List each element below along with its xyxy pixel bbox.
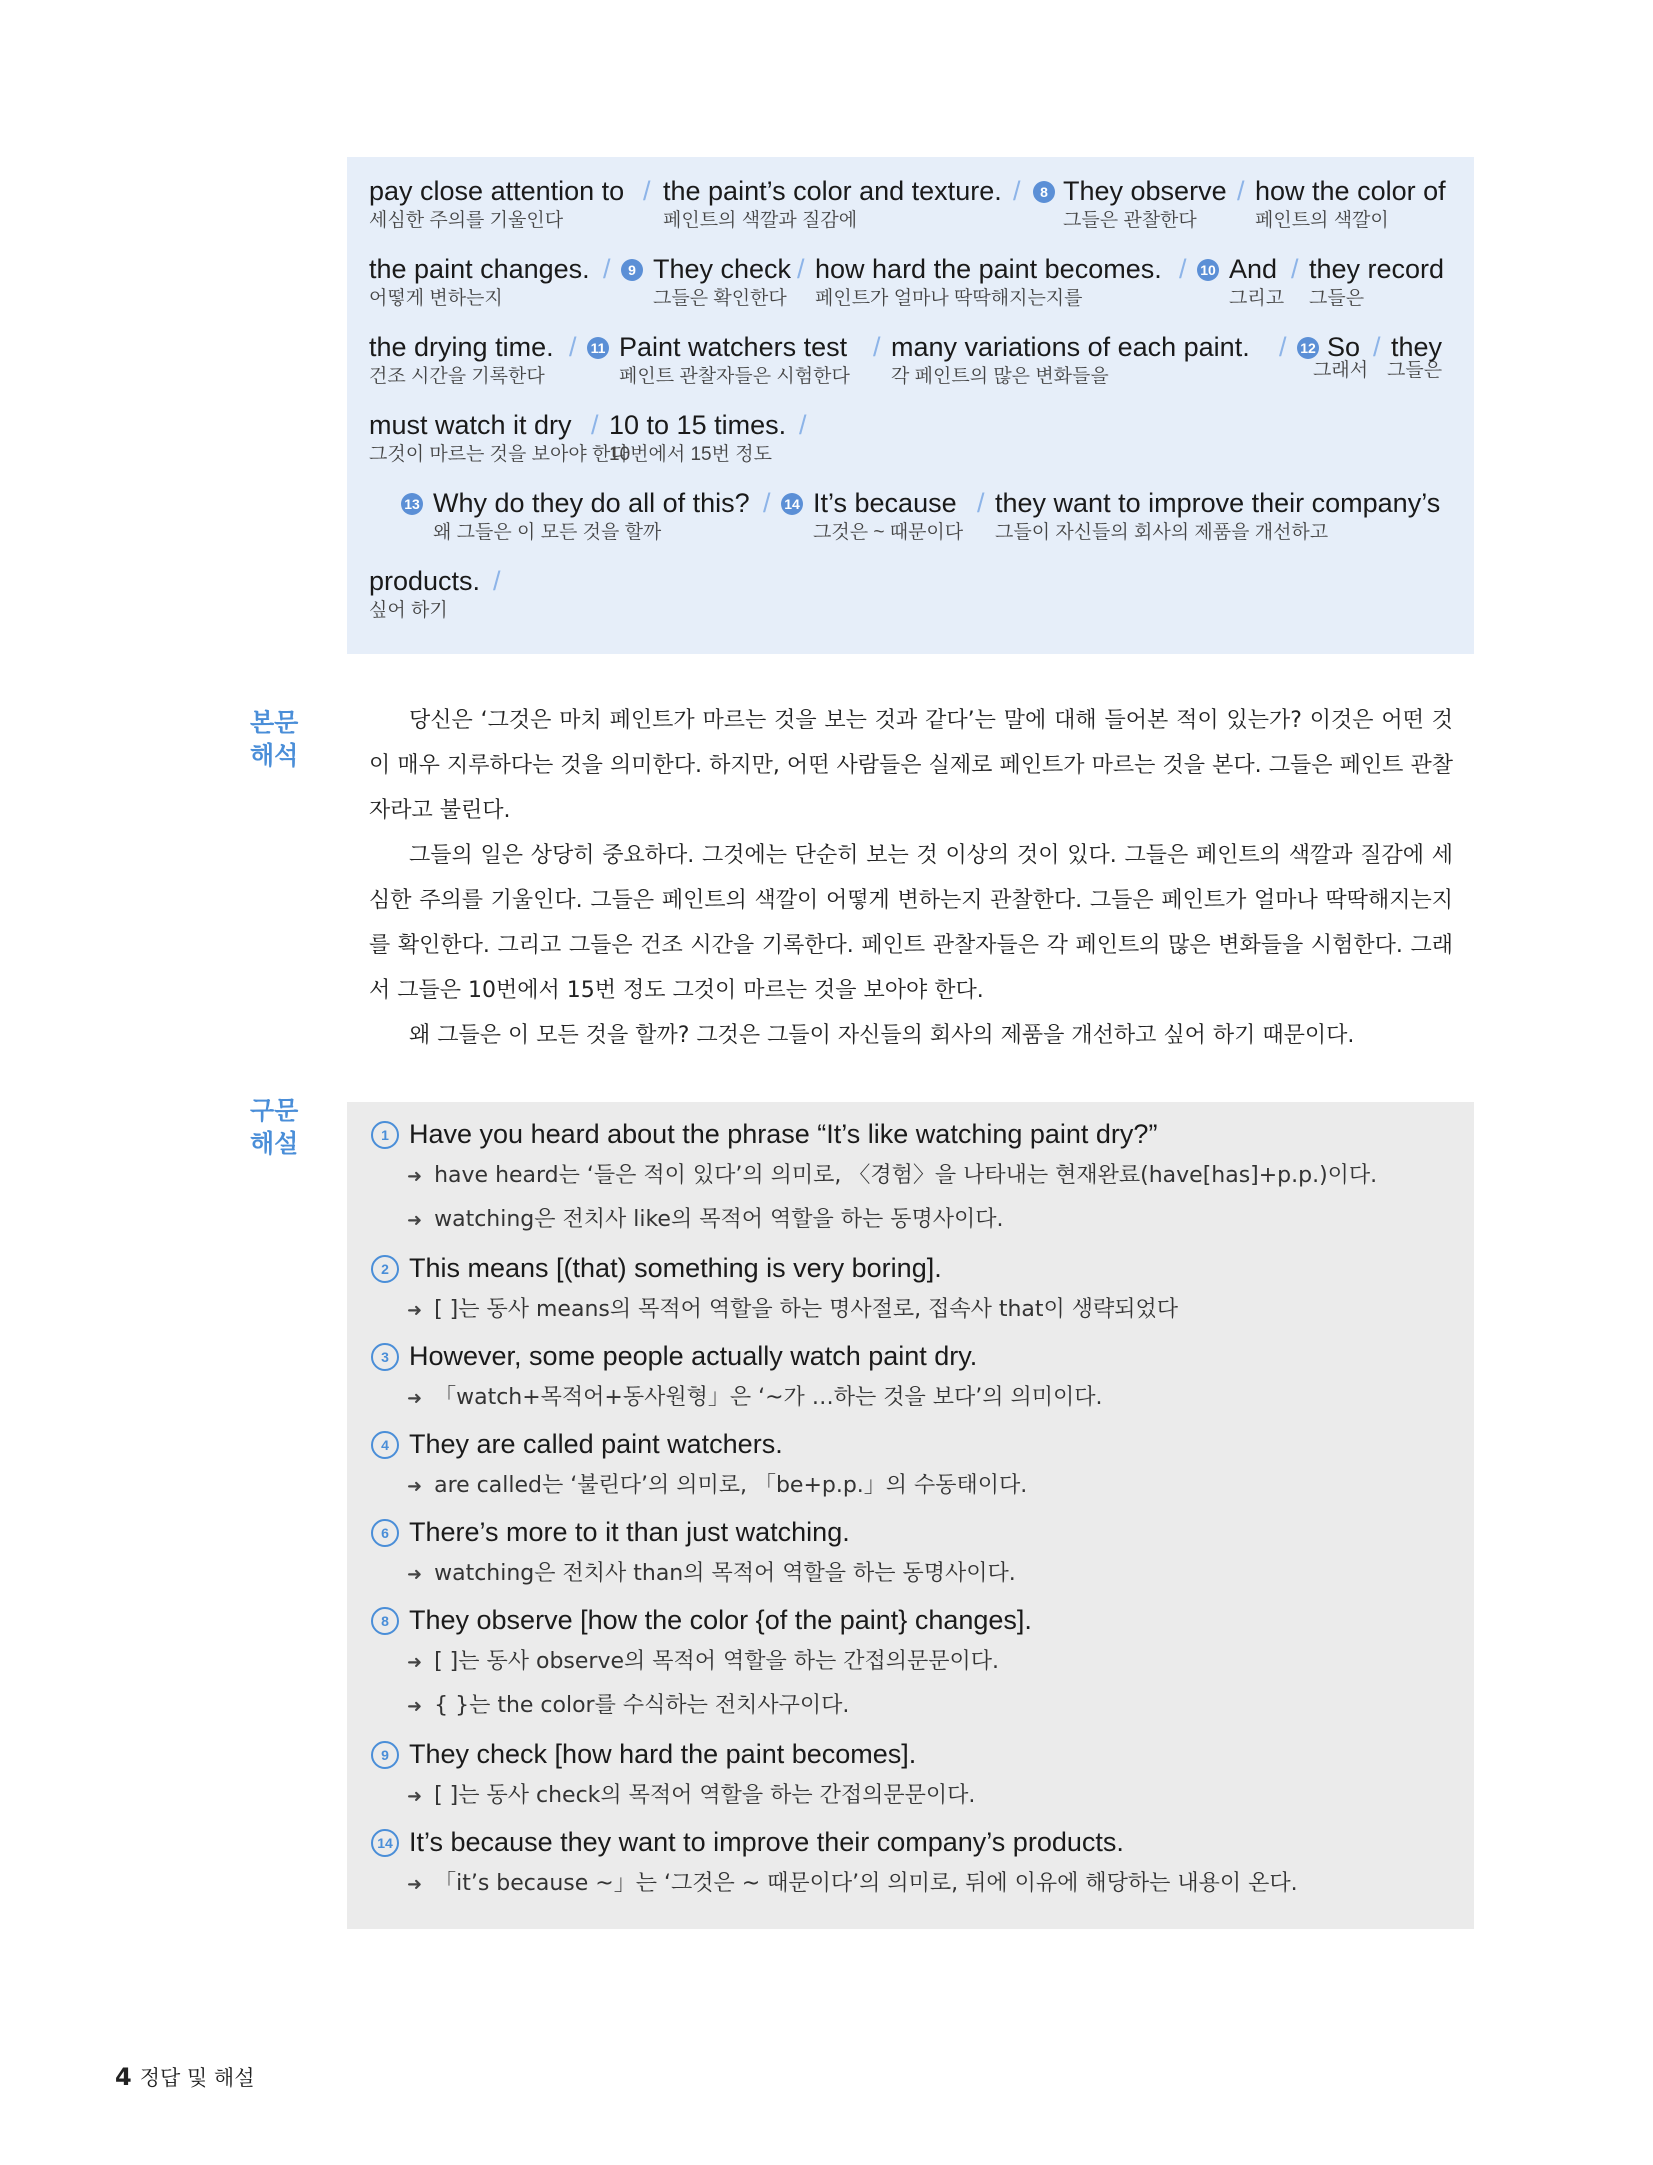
arrow-right-icon: ➜ bbox=[407, 1300, 423, 1321]
grammar-sentence-text: There’s more to it than just watching. bbox=[409, 1517, 850, 1547]
arrow-right-icon: ➜ bbox=[407, 1874, 423, 1895]
page-footer bbox=[115, 2062, 254, 2092]
chunk-ko: 싶어 하기 bbox=[369, 600, 448, 621]
grammar-sentence bbox=[371, 1514, 850, 1550]
sentence-number-badge: 14 bbox=[781, 493, 803, 515]
chunk-en: the paint changes. bbox=[369, 254, 590, 284]
chunk-en: they record bbox=[1309, 254, 1445, 284]
chunk-en: products. bbox=[369, 566, 481, 596]
grammar-note-text: watching은 전치사 like의 목적어 역할을 하는 동명사이다. bbox=[434, 1207, 1004, 1232]
grammar-sentence-text: They check [how hard the paint becomes]. bbox=[409, 1739, 917, 1769]
grammar-heading bbox=[250, 1094, 310, 1160]
chunk-ko-only bbox=[1387, 357, 1442, 384]
chunk bbox=[369, 175, 624, 234]
grammar-sentence bbox=[371, 1824, 1124, 1860]
chunk-en: how hard the paint becomes. bbox=[815, 254, 1162, 284]
arrow-right-icon: ➜ bbox=[407, 1786, 423, 1807]
sentence-number-badge: 8 bbox=[1033, 181, 1055, 203]
grammar-note bbox=[407, 1204, 1003, 1237]
chunk-separator: / bbox=[1373, 332, 1381, 362]
chunk-en: must watch it dry bbox=[369, 410, 572, 440]
chunk-separator: / bbox=[977, 488, 985, 518]
heading-line: 본문 bbox=[250, 708, 299, 737]
grammar-sentence bbox=[371, 1602, 1032, 1638]
chunk-en: they bbox=[1391, 332, 1443, 362]
sentence-number-circle: 9 bbox=[371, 1741, 399, 1769]
grammar-note bbox=[407, 1160, 1377, 1193]
translation-body bbox=[369, 698, 1453, 1058]
chunk bbox=[891, 331, 1250, 390]
chunk-number bbox=[781, 487, 803, 519]
chunk bbox=[813, 487, 963, 546]
chunk-separator: / bbox=[799, 410, 807, 440]
grammar-note-text: 「it’s because ~」는 ‘그것은 ~ 때문이다’의 의미로, 뒤에 이유에 해당하는 내용이 온다. bbox=[434, 1871, 1298, 1896]
chunk-ko: 페인트 관찰자들은 시험한다 bbox=[619, 366, 850, 387]
chunk-ko: 그래서 bbox=[1313, 360, 1369, 381]
arrow-right-icon: ➜ bbox=[407, 1652, 423, 1673]
heading-line: 해석 bbox=[250, 741, 299, 770]
grammar-note-text: are called는 ‘불린다’의 의미로, 「be+p.p.」의 수동태이다. bbox=[434, 1473, 1028, 1498]
grammar-sentence-text: They observe [how the color {of the paint} changes]. bbox=[409, 1605, 1032, 1635]
translation-paragraph: 그들의 일은 상당히 중요하다. 그것에는 단순히 보는 것 이상의 것이 있다. 그들은 페인트의 색깔과 질감에 세심한 주의를 기울인다. 그들은 페인트의 색깔이 어떻게 변하는지 관찰한다. 그들은 페인트가 얼마나 딱딱해지는지를 확인한다. 그리고 그들은 건조 시간을 기록한다. 페인트 관찰자들은 각 페인트의 많은 변화들을 시험한다. 그래서 그들은 10번에서 15번 정도 그것이 마르는 것을 보아야 한다. bbox=[369, 843, 1453, 1003]
grammar-note bbox=[407, 1690, 849, 1723]
sentence-number-badge: 9 bbox=[621, 259, 643, 281]
chunk-ko: 그들이 자신들의 회사의 제품을 개선하고 bbox=[995, 522, 1329, 543]
translation-heading bbox=[250, 706, 310, 772]
chunk-number bbox=[1033, 175, 1055, 207]
translation-paragraph: 당신은 ‘그것은 마치 페인트가 마르는 것을 보는 것과 같다’는 말에 대해 들어본 적이 있는가? 이것은 어떤 것이 매우 지루하다는 것을 의미한다. 하지만, 어떤 사람들은 실제로 페인트가 마르는 것을 본다. 그들은 페인트 관찰자라고 불린다. bbox=[369, 708, 1453, 823]
chunk-ko: 그것이 마르는 것을 보아야 한다 bbox=[369, 444, 629, 465]
chunk bbox=[1309, 253, 1444, 312]
chunk-en: It’s because bbox=[813, 488, 957, 518]
chunk-en: how the color of bbox=[1255, 176, 1446, 206]
chunk-en: many variations of each paint. bbox=[891, 332, 1250, 362]
arrow-right-icon: ➜ bbox=[407, 1564, 423, 1585]
chunk-ko: 건조 시간을 기록한다 bbox=[369, 366, 545, 387]
chunk-separator: / bbox=[643, 176, 651, 206]
grammar-sentence bbox=[371, 1116, 1157, 1152]
chunk bbox=[609, 409, 786, 468]
chunk-en: They check bbox=[653, 254, 792, 284]
grammar-note-text: [ ]는 동사 check의 목적어 역할을 하는 간접의문문이다. bbox=[434, 1783, 976, 1808]
chunk-ko: 페인트의 색깔이 bbox=[1255, 210, 1389, 231]
chunk-separator: / bbox=[603, 254, 611, 284]
grammar-sentence-text: They are called paint watchers. bbox=[409, 1429, 783, 1459]
chunk-en: They observe bbox=[1063, 176, 1227, 206]
chunk bbox=[433, 487, 750, 546]
grammar-note-text: watching은 전치사 than의 목적어 역할을 하는 동명사이다. bbox=[434, 1561, 1016, 1586]
sentence-number-circle: 4 bbox=[371, 1431, 399, 1459]
sentence-number-badge: 11 bbox=[587, 337, 609, 359]
grammar-note bbox=[407, 1558, 1016, 1591]
chunk-en: Why do they do all of this? bbox=[433, 488, 750, 518]
sentence-number-circle: 6 bbox=[371, 1519, 399, 1547]
grammar-note-text: [ ]는 동사 observe의 목적어 역할을 하는 간접의문문이다. bbox=[434, 1649, 1000, 1674]
chunk-ko: 10번에서 15번 정도 bbox=[609, 444, 772, 465]
chunk-separator: / bbox=[1013, 176, 1021, 206]
chunk bbox=[653, 253, 791, 312]
chunk-en: 10 to 15 times. bbox=[609, 410, 787, 440]
chunk-ko: 그리고 bbox=[1229, 288, 1285, 309]
chunk-ko: 페인트가 얼마나 딱딱해지는지를 bbox=[815, 288, 1083, 309]
grammar-note-text: { }는 the color를 수식하는 전치사구이다. bbox=[434, 1693, 850, 1718]
chunk-ko-only bbox=[1313, 357, 1368, 384]
grammar-note bbox=[407, 1294, 1178, 1327]
chunk-ko: 페인트의 색깔과 질감에 bbox=[663, 210, 858, 231]
chunk-separator: / bbox=[1279, 332, 1287, 362]
chunk-number bbox=[621, 253, 643, 285]
grammar-note bbox=[407, 1470, 1027, 1503]
chunk bbox=[1063, 175, 1227, 234]
chunk bbox=[369, 565, 480, 624]
grammar-note bbox=[407, 1780, 975, 1813]
chunk-separator: / bbox=[569, 332, 577, 362]
chunk-en: the paint’s color and texture. bbox=[663, 176, 1002, 206]
sentence-number-circle: 1 bbox=[371, 1121, 399, 1149]
sentence-number-badge: 13 bbox=[401, 493, 423, 515]
sentence-number-circle: 3 bbox=[371, 1343, 399, 1371]
chunk bbox=[815, 253, 1162, 312]
footer-label: 정답 및 해설 bbox=[139, 2066, 255, 2090]
grammar-sentence-text: This means [(that) something is very boring]. bbox=[409, 1253, 942, 1283]
grammar-note bbox=[407, 1868, 1298, 1901]
chunk-en: pay close attention to bbox=[369, 176, 625, 206]
grammar-sentence bbox=[371, 1338, 977, 1374]
chunk bbox=[369, 409, 629, 468]
chunk-separator: / bbox=[873, 332, 881, 362]
chunk-ko: 그들은 bbox=[1309, 288, 1365, 309]
arrow-right-icon: ➜ bbox=[407, 1696, 423, 1717]
sentence-number-circle: 14 bbox=[371, 1829, 399, 1857]
page-number: 4 bbox=[115, 2063, 132, 2091]
chunk-separator: / bbox=[1237, 176, 1245, 206]
chunk-separator: / bbox=[591, 410, 599, 440]
chunk bbox=[663, 175, 1002, 234]
chunk bbox=[619, 331, 850, 390]
chunk bbox=[1229, 253, 1284, 312]
grammar-sentence-text: Have you heard about the phrase “It’s like watching paint dry?” bbox=[409, 1119, 1158, 1149]
arrow-right-icon: ➜ bbox=[407, 1210, 423, 1231]
grammar-sentence bbox=[371, 1250, 942, 1286]
translation-paragraph: 왜 그들은 이 모든 것을 할까? 그것은 그들이 자신들의 회사의 제품을 개선하고 싶어 하기 때문이다. bbox=[409, 1023, 1355, 1048]
chunk bbox=[995, 487, 1440, 546]
grammar-note bbox=[407, 1382, 1103, 1415]
chunk-separator: / bbox=[797, 254, 805, 284]
chunk bbox=[369, 331, 554, 390]
chunk-ko: 그들은 bbox=[1387, 360, 1443, 381]
chunk-separator: / bbox=[1179, 254, 1187, 284]
chunk-en: So bbox=[1327, 332, 1361, 362]
grammar-note-text: 「watch+목적어+동사원형」은 ‘~가 …하는 것을 보다’의 의미이다. bbox=[434, 1385, 1103, 1410]
chunk-translation-box bbox=[347, 157, 1474, 654]
chunk-ko: 그들은 확인한다 bbox=[653, 288, 787, 309]
chunk-separator: / bbox=[763, 488, 771, 518]
chunk-en: Paint watchers test bbox=[619, 332, 848, 362]
chunk bbox=[1255, 175, 1446, 234]
chunk-ko: 왜 그들은 이 모든 것을 할까 bbox=[433, 522, 662, 543]
grammar-sentence-text: However, some people actually watch paint dry. bbox=[409, 1341, 978, 1371]
arrow-right-icon: ➜ bbox=[407, 1476, 423, 1497]
grammar-note-text: [ ]는 동사 means의 목적어 역할을 하는 명사절로, 접속사 that이 생략되었다 bbox=[434, 1297, 1179, 1322]
sentence-number-circle: 2 bbox=[371, 1255, 399, 1283]
grammar-note bbox=[407, 1646, 999, 1679]
sentence-number-circle: 8 bbox=[371, 1607, 399, 1635]
arrow-right-icon: ➜ bbox=[407, 1166, 423, 1187]
chunk-ko: 어떻게 변하는지 bbox=[369, 288, 503, 309]
chunk-ko: 그것은 ~ 때문이다 bbox=[813, 522, 964, 543]
chunk-ko: 세심한 주의를 기울인다 bbox=[369, 210, 564, 231]
chunk-separator: / bbox=[493, 566, 501, 596]
chunk-ko: 각 페인트의 많은 변화들을 bbox=[891, 366, 1109, 387]
chunk bbox=[369, 253, 590, 312]
chunk-en: And bbox=[1229, 254, 1278, 284]
grammar-sentence-text: It’s because they want to improve their company’s products. bbox=[409, 1827, 1124, 1857]
chunk-number bbox=[401, 487, 423, 519]
grammar-notes-box bbox=[347, 1102, 1474, 1929]
chunk-number bbox=[587, 331, 609, 363]
grammar-sentence bbox=[371, 1426, 783, 1462]
grammar-sentence bbox=[371, 1736, 916, 1772]
heading-line: 해설 bbox=[250, 1129, 299, 1158]
sentence-number-badge: 10 bbox=[1197, 259, 1219, 281]
chunk-en: they want to improve their company’s bbox=[995, 488, 1441, 518]
chunk-separator: / bbox=[1291, 254, 1299, 284]
chunk-en: the drying time. bbox=[369, 332, 554, 362]
grammar-note-text: have heard는 ‘들은 적이 있다’의 의미로, 〈경험〉을 나타내는 현재완료(have[has]+p.p.)이다. bbox=[434, 1163, 1378, 1188]
heading-line: 구문 bbox=[250, 1096, 299, 1125]
chunk-ko: 그들은 관찰한다 bbox=[1063, 210, 1197, 231]
arrow-right-icon: ➜ bbox=[407, 1388, 423, 1409]
chunk-number bbox=[1197, 253, 1219, 285]
sentence-number-badge: 12 bbox=[1297, 337, 1319, 359]
